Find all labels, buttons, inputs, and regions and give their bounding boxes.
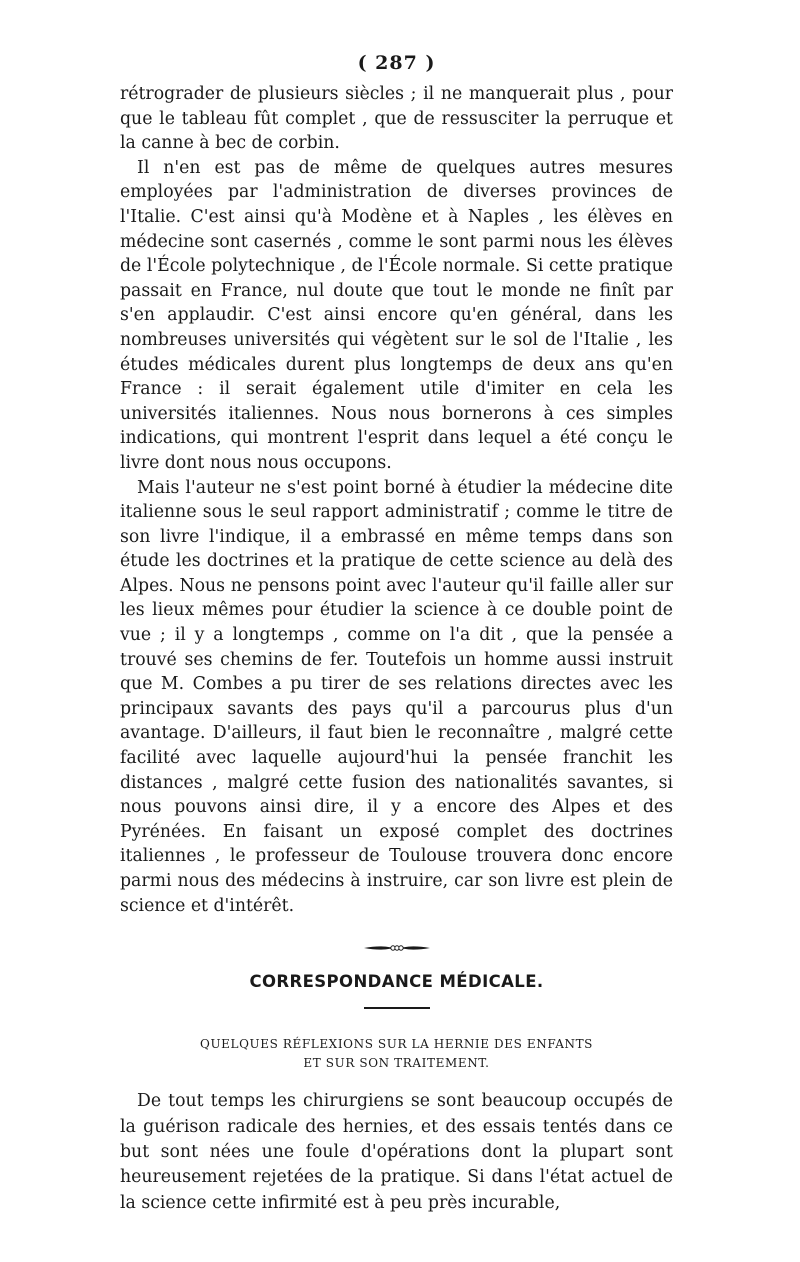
article-title-line-2: ET SUR SON TRAITEMENT. [303,1056,490,1071]
section-rule [364,1007,430,1009]
ornament-divider-icon [364,944,430,952]
section-title: CORRESPONDANCE MÉDICALE. [249,972,544,992]
article-body [120,1089,673,1216]
ornament-divider [120,944,673,952]
page-number: ( 287 ) [357,52,436,74]
paragraph-italy-measures: Il n'en est pas de même de quelques autres mesures employées par l'administration de diverses provinces de l'Italie. C'est ainsi qu'à Modène et à Naples , les élèves en médecine sont casernés , comme le sont parmi nous les élèves de l'École polytechnique , de l'École normale. Si cette pratique passait en France, nul doute que tout le monde ne finît par s'en applaudir. C'est ainsi encore qu'en général, dans les nombreuses universités qui végètent sur le sol de l'Italie , les études médicales durent plus longtemps de deux ans qu'en France : il serait également utile d'imiter en cela les universités italiennes. Nous nous bornerons à ces simples indications, qui montrent l'esprit dans lequel a été conçu le livre dont nous nous occupons. [120,157,673,473]
document-page [120,52,673,1216]
paragraph-author-study: Mais l'auteur ne s'est point borné à étudier la médecine dite italienne sous le seul rapport administratif ; comme le titre de son livre l'indique, il a embrassé en même temps dans son étude les doctrines et la pratique de cette science au delà des Alpes. Nous ne pensons point avec l'auteur qu'il faille aller sur les lieux mêmes pour étudier la science à ce double point de vue ; il y a longtemps , comme on l'a dit , que la pensée a trouvé ses chemins de fer. Toutefois un homme aussi instruit que M. Combes a pu tirer de ses relations directes avec les principaux savants des pays qu'il a parcourus plus d'un avantage. D'ailleurs, il faut bien le reconnaître , malgré cette facilité avec laquelle aujourd'hui la pensée franchit les distances , malgré cette fusion des nationalités savantes, si nous pouvons ainsi dire, il y a encore des Alpes et des Pyrénées. En faisant un exposé complet des doctrines italiennes , le professeur de Toulouse trouvera donc encore parmi nous des médecins à instruire, car son livre est plein de science et d'intérêt. [120,477,673,916]
paragraph-continuation: rétrograder de plusieurs siècles ; il ne manquerait plus , pour que le tableau fût complet , que de ressusciter la perruque et la canne à bec de corbin. [120,84,673,154]
article-title-line-1: QUELQUES RÉFLEXIONS SUR LA HERNIE DES ENFANTS [200,1037,593,1052]
article-title [120,1035,673,1073]
paragraph-hernia-intro: De tout temps les chirurgiens se sont beaucoup occupés de la guérison radicale des hernies, et des essais tentés dans ce but sont nées une foule d'opérations dont la plupart sont heureusement rejetées de la pratique. Si dans l'état actuel de la science cette infirmité est à peu près incurable, [120,1091,673,1213]
